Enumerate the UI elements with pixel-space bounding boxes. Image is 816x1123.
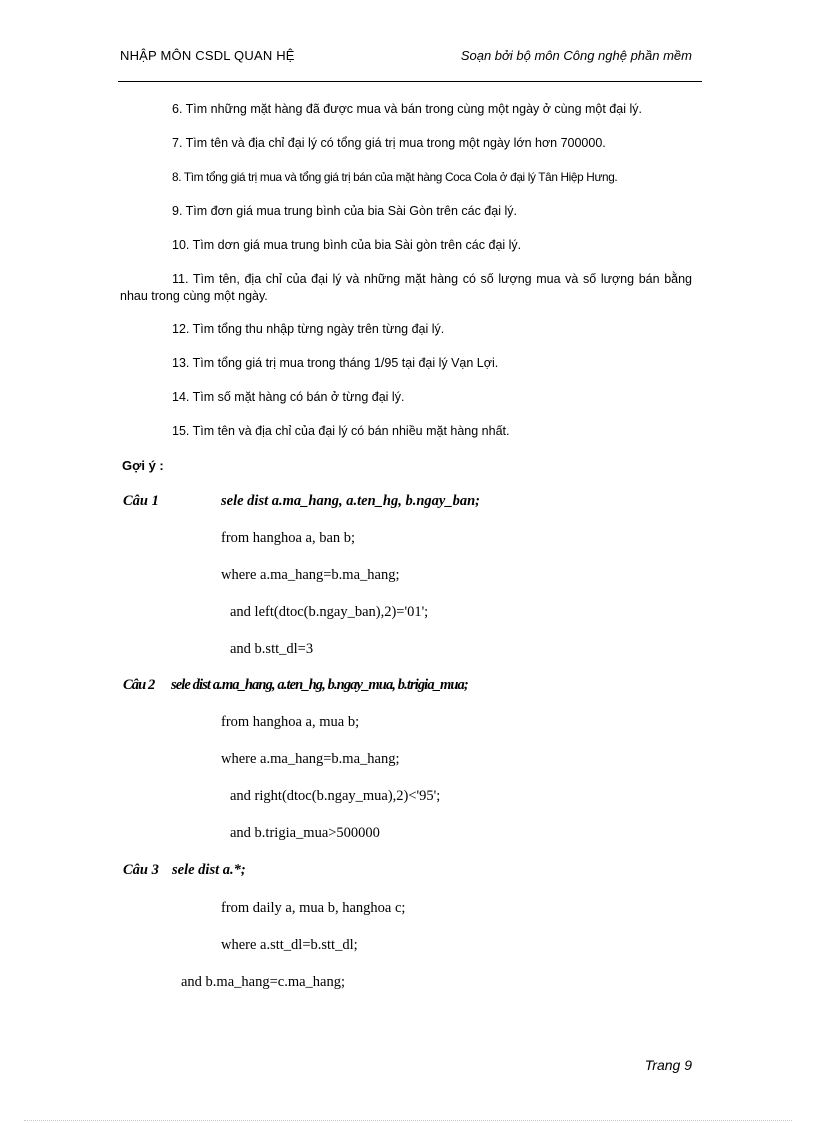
exercise-12: 12. Tìm tổng thu nhập từng ngày trên từng đại lý. (172, 322, 445, 336)
exercise-10: 10. Tìm dơn giá mua trung bình của bia Sài gòn trên các đại lý. (172, 238, 522, 252)
q1-select: sele dist a.ma_hang, a.ten_hg, b.ngay_ban; (221, 493, 481, 509)
exercise-6: 6. Tìm những mặt hàng đã được mua và bán trong cùng một ngày ở cùng một đại lý. (172, 102, 642, 116)
q3-where: where a.stt_dl=b.stt_dl; (221, 937, 358, 953)
header-course-title: NHẬP MÔN CSDL QUAN HỆ (120, 48, 295, 63)
q1-where: where a.ma_hang=b.ma_hang; (221, 567, 400, 583)
exercise-9: 9. Tìm đơn giá mua trung bình của bia Sài Gòn trên các đại lý. (172, 204, 517, 218)
hint-heading: Gợi ý : (122, 458, 164, 473)
header-divider (118, 81, 702, 82)
exercise-11: 11. Tìm tên, địa chỉ của đại lý và những mặt hàng có số lượng mua và số lượng bán bằng nhau trong cùng một ngày. (120, 272, 692, 303)
q2-label: Câu 2 (123, 677, 155, 693)
q2-where: where a.ma_hang=b.ma_hang; (221, 751, 400, 767)
q2-from: from hanghoa a, mua b; (221, 714, 360, 730)
q2-and-1: and right(dtoc(b.ngay_mua),2)<'95'; (230, 788, 441, 804)
q1-and-2: and b.stt_dl=3 (230, 641, 314, 657)
page-edge-divider (24, 1120, 792, 1121)
q1-from: from hanghoa a, ban b; (221, 530, 356, 546)
q3-select: sele dist a.*; (172, 862, 246, 878)
q3-and-1: and b.ma_hang=c.ma_hang; (181, 974, 346, 990)
header-author: Soạn bởi bộ môn Công nghệ phần mềm (460, 48, 692, 63)
q1-label: Câu 1 (123, 493, 159, 509)
exercise-15: 15. Tìm tên và địa chỉ của đại lý có bán nhiều mặt hàng nhất. (172, 424, 510, 438)
q1-and-1: and left(dtoc(b.ngay_ban),2)='01'; (230, 604, 429, 620)
q3-from: from daily a, mua b, hanghoa c; (221, 900, 406, 916)
q2-select: sele dist a.ma_hang, a.ten_hg, b.ngay_mua, b.trigia_mua; (171, 677, 468, 693)
exercise-13: 13. Tìm tổng giá trị mua trong tháng 1/95 tại đại lý Vạn Lợi. (172, 356, 499, 370)
exercise-7: 7. Tìm tên và địa chỉ đại lý có tổng giá trị mua trong một ngày lớn hơn 700000. (172, 136, 606, 150)
exercise-14: 14. Tìm số mặt hàng có bán ở từng đại lý. (172, 390, 405, 404)
q3-label: Câu 3 (123, 862, 159, 878)
q2-and-2: and b.trigia_mua>500000 (230, 825, 380, 841)
exercise-8: 8. Tìm tổng giá trị mua và tổng giá trị bán của mặt hàng Coca Cola ở đại lý Tân Hiệp Hưng. (172, 170, 618, 184)
page-number: Trang 9 (644, 1057, 692, 1073)
